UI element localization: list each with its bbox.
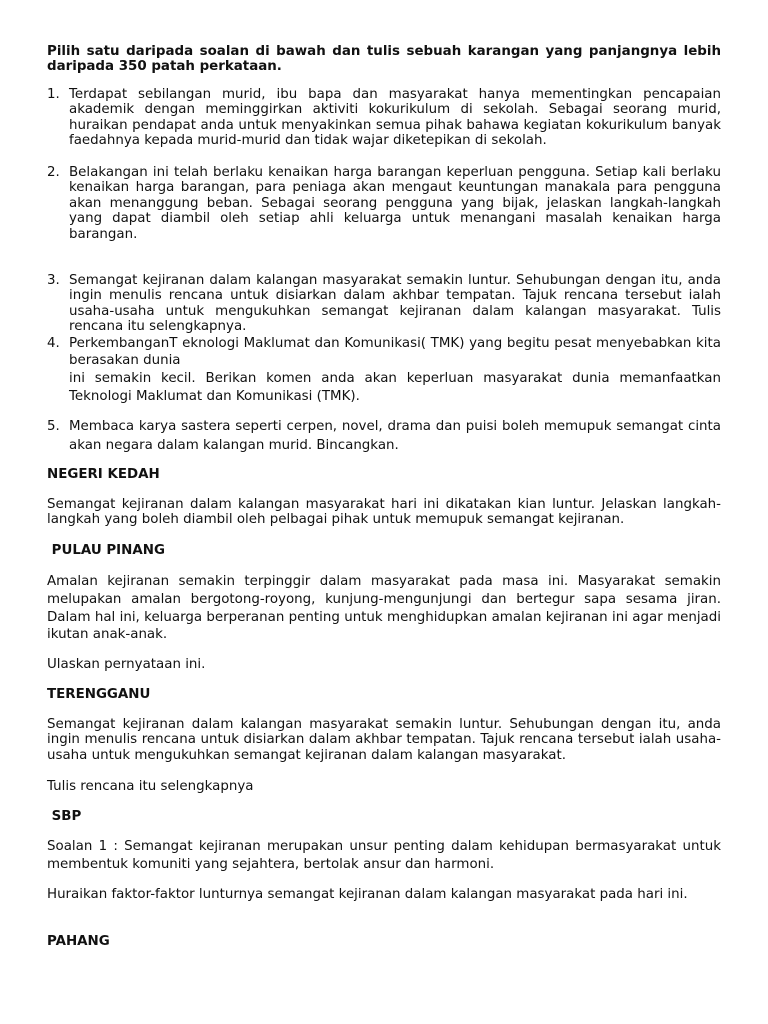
sbp-question-text: Soalan 1 : Semangat kejiranan merupakan unsur penting dalam kehidupan bermasyarakat untuk membentuk komuniti yang sejahtera, bertolak ansur dan harmoni.	[47, 839, 721, 872]
question-text: PerkembanganT eknologi Maklumat dan Komunikasi( TMK) yang begitu pesat menyebabkan kita berasakan dunia	[69, 336, 721, 368]
section-heading-kedah: NEGERI KEDAH	[47, 467, 160, 482]
question-number: 2.	[47, 165, 60, 180]
section-heading-sbp: SBP	[47, 809, 82, 824]
question-item-4	[47, 336, 721, 406]
question-text-continued: ini semakin kecil. Berikan komen anda akan keperluan masyarakat dunia memanfaatkan Teknologi Maklumat dan Komunikasi (TMK).	[69, 371, 721, 404]
question-number: 5.	[47, 419, 60, 434]
section-heading-pulau-pinang: PULAU PINANG	[47, 543, 165, 558]
question-text: Semangat kejiranan dalam kalangan masyarakat semakin luntur. Sehubungan dengan itu, anda ingin menulis rencana untuk disiarkan dalam akhbar tempatan. Tajuk rencana tersebut ialah usaha-usaha untuk mengukuhkan semangat kejiranan dalam kalangan masyarakat. Tulis rencana itu selengkapnya.	[69, 273, 721, 335]
pinang-question-text: Amalan kejiranan semakin terpinggir dalam masyarakat pada masa ini. Masyarakat semakin melupakan amalan bergotong-royong, kunjung-mengunjungi dan bertegur sapa sesama jiran. Dalam hal ini, keluarga berperanan penting untuk menghidupkan amalan kejiranan ini agar menjadi ikutan anak-anak.	[47, 574, 721, 643]
sbp-question-instruction: Huraikan faktor-faktor lunturnya semangat kejiranan dalam kalangan masyarakat pada hari ini.	[47, 887, 688, 902]
kedah-question-text: Semangat kejiranan dalam kalangan masyarakat hari ini dikatakan kian luntur. Jelaskan langkah-langkah yang boleh diambil oleh pelbagai pihak untuk memupuk semangat kejiranan.	[47, 497, 721, 528]
question-number: 1.	[47, 87, 60, 102]
question-number: 4.	[47, 336, 60, 351]
section-heading-terengganu: TERENGGANU	[47, 687, 151, 702]
section-heading-pahang: PAHANG	[47, 934, 110, 949]
question-item-2	[47, 165, 721, 242]
question-text: Belakangan ini telah berlaku kenaikan harga barangan keperluan pengguna. Setiap kali berlaku kenaikan harga barangan, para peniaga akan mengaut keuntungan manakala para pengguna akan menanggung beban. Sebagai seorang pengguna yang bijak, jelaskan langkah-langkah yang dapat diambil oleh setiap ahli keluarga untuk menangani masalah kenaikan harga barangan.	[69, 165, 721, 242]
question-item-5	[47, 417, 721, 455]
terengganu-question-text: Semangat kejiranan dalam kalangan masyarakat semakin luntur. Sehubungan dengan itu, anda ingin menulis rencana untuk disiarkan dalam akhbar tempatan. Tajuk rencana tersebut ialah usaha-usaha untuk mengukuhkan semangat kejiranan dalam kalangan masyarakat.	[47, 717, 721, 763]
terengganu-question-instruction: Tulis rencana itu selengkapnya	[47, 779, 254, 794]
question-item-3	[47, 273, 721, 335]
question-number: 3.	[47, 273, 60, 288]
instruction-text: Pilih satu daripada soalan di bawah dan tulis sebuah karangan yang panjangnya lebih daripada 350 patah perkataan.	[47, 44, 721, 75]
question-item-1	[47, 87, 721, 149]
question-text: Membaca karya sastera seperti cerpen, novel, drama dan puisi boleh memupuk semangat cinta akan negara dalam kalangan murid. Bincangkan.	[69, 419, 721, 453]
question-text: Terdapat sebilangan murid, ibu bapa dan masyarakat hanya mementingkan pencapaian akademik dengan meminggirkan aktiviti kokurikulum di sekolah. Sebagai seorang murid, huraikan pendapat anda untuk menyakinkan semua pihak bahawa kegiatan kokurikulum banyak faedahnya kepada murid-murid dan tidak wajar diketepikan di sekolah.	[69, 87, 721, 149]
pinang-question-instruction: Ulaskan pernyataan ini.	[47, 657, 206, 672]
